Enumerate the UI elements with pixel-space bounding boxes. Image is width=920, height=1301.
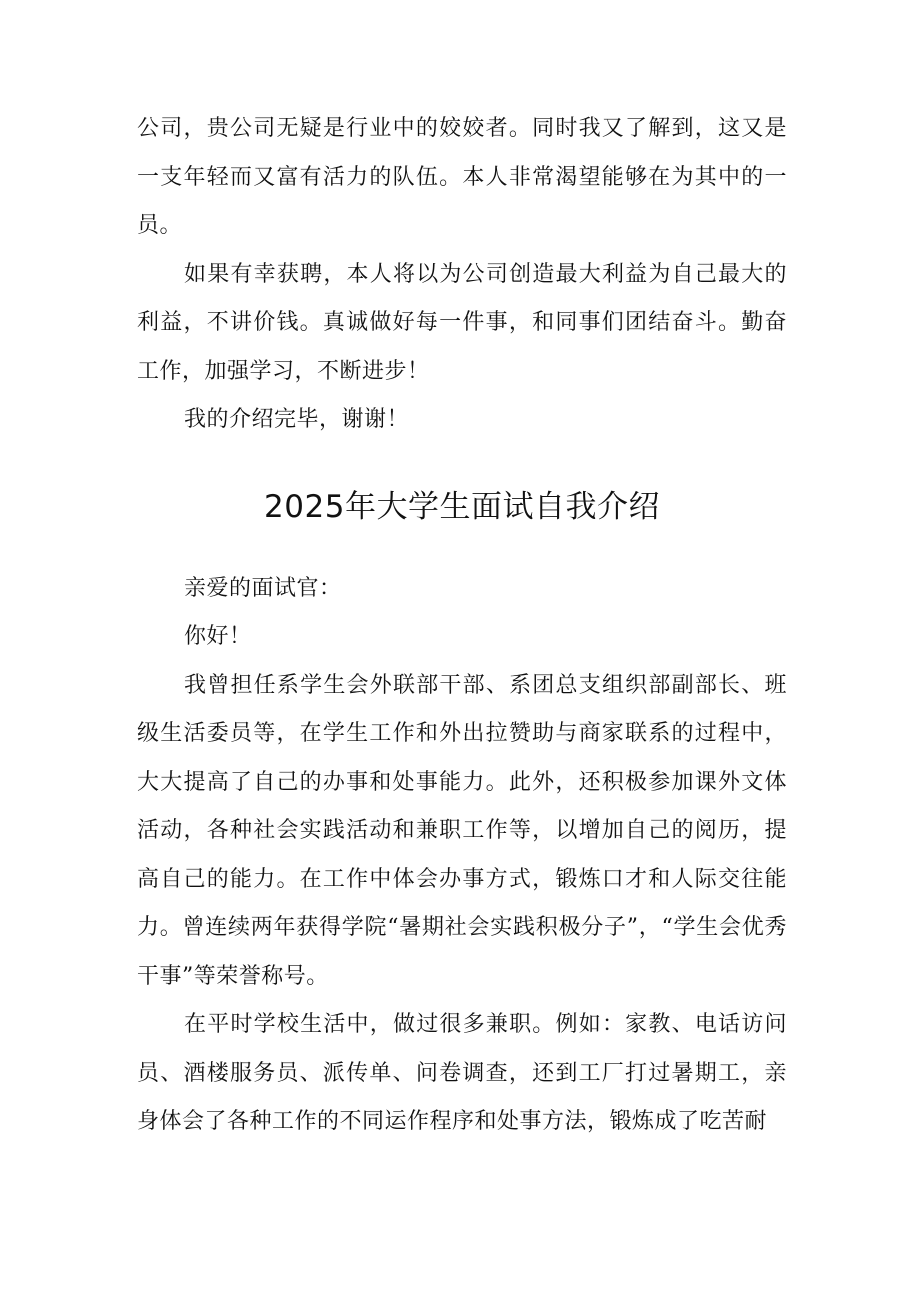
paragraph-part-time-jobs: 在平时学校生活中，做过很多兼职。例如：家教、电话访问员、酒楼服务员、派传单、问卷调查，还到工厂打过暑期工，亲身体会了各种工作的不同运作程序和处事方法，锻炼成了吃苦耐 <box>137 1012 787 1134</box>
greeting: 你好！ <box>184 624 252 649</box>
paragraph-closing: 我的介绍完毕，谢谢！ <box>184 407 410 432</box>
paragraph-student-work: 我曾担任系学生会外联部干部、系团总支组织部副部长、班级生活委员等，在学生工作和外出拉赞助与商家联系的过程中，大大提高了自己的办事和处事能力。此外，还积极参加课外文体活动，各种社会实践活动和兼职工作等，以增加自己的阅历，提高自己的能力。在工作中体会办事方式，锻炼口才和人际交往能力。曾连续两年获得学院“暑期社会实践积极分子”，“学生会优秀干事”等荣誉称号。 <box>137 672 787 989</box>
paragraph-continued: 公司，贵公司无疑是行业中的姣姣者。同时我又了解到，这又是一支年轻而又富有活力的队伍。本人非常渴望能够在为其中的一员。 <box>137 116 787 238</box>
salutation: 亲爱的面试官： <box>184 575 342 601</box>
document-title: 2025年大学生面试自我介绍 <box>264 488 660 525</box>
document-content <box>137 105 787 1147</box>
paragraph-hiring-hope: 如果有幸获聘，本人将以为公司创造最大利益为自己最大的利益，不讲价钱。真诚做好每一件事，和同事们团结奋斗。勤奋工作，加强学习，不断进步！ <box>137 261 787 384</box>
